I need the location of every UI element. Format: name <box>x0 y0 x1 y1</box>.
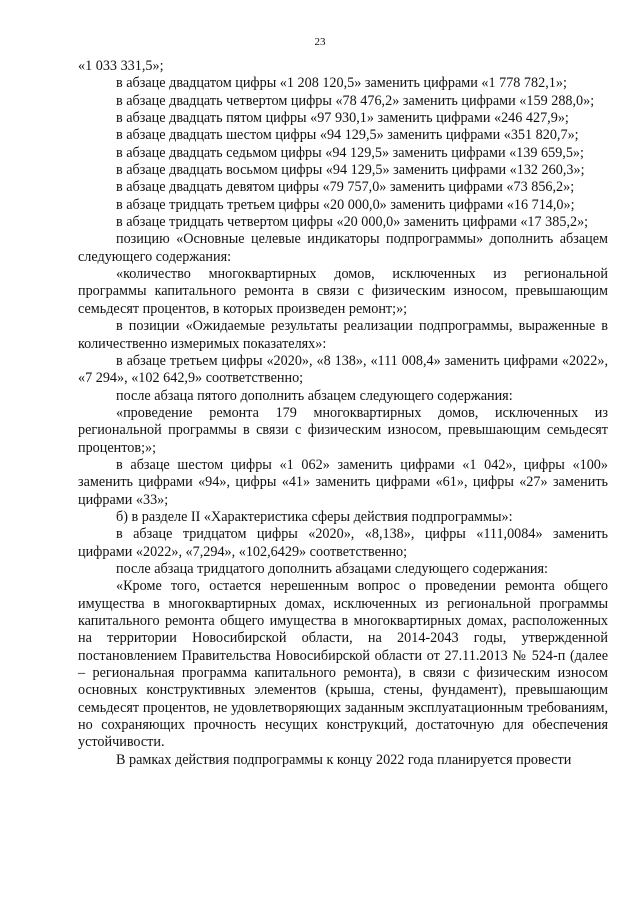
paragraph: «количество многоквартирных домов, исключенных из региональной программы капитального ремонта в связи с физическим износом, превышающим семьдесят процентов, в которых произведен ремонт;»; <box>78 266 608 317</box>
paragraph: «проведение ремонта 179 многоквартирных домов, исключенных из региональной программы в связи с физическим износом, превышающим семьдесят процентов;»; <box>78 404 608 456</box>
paragraph: б) в разделе II «Характеристика сферы действия подпрограммы»: <box>116 508 513 525</box>
paragraph: в абзаце шестом цифры «1 062» заменить цифрами «1 042», цифры «100» заменить цифрами «94», цифры «41» заменить цифрами «61», цифры «27» заменить цифрами «33»; <box>78 456 608 508</box>
paragraph: после абзаца тридцатого дополнить абзацами следующего содержания: <box>116 560 548 577</box>
paragraph: после абзаца пятого дополнить абзацем следующего содержания: <box>116 387 513 404</box>
paragraph: в абзаце двадцать шестом цифры «94 129,5» заменить цифрами «351 820,7»; <box>116 127 579 144</box>
paragraph: в абзаце тридцать четвертом цифры «20 000,0» заменить цифрами «17 385,2»; <box>116 214 589 231</box>
paragraph: в абзаце двадцать восьмом цифры «94 129,5» заменить цифрами «132 260,3»; <box>116 162 585 179</box>
paragraph: в абзаце двадцать пятом цифры «97 930,1» заменить цифрами «246 427,9»; <box>116 110 569 127</box>
paragraph: в абзаце двадцать четвертом цифры «78 476,2» заменить цифрами «159 288,0»; <box>116 92 595 109</box>
paragraph: в абзаце двадцать седьмом цифры «94 129,5» заменить цифрами «139 659,5»; <box>116 144 584 161</box>
paragraph: в абзаце двадцатом цифры «1 208 120,5» заменить цифрами «1 778 782,1»; <box>116 75 567 92</box>
paragraph: В рамках действия подпрограммы к концу 2022 года планируется провести <box>116 751 572 768</box>
paragraph: «1 033 331,5»; <box>78 58 164 74</box>
paragraph: «Кроме того, остается нерешенным вопрос о проведении ремонта общего имущества в многоквартирных домах, исключенных из региональной программы капитального ремонта общего имущества в многоквартирных домах, расположенных на территории Новосибирской области, на 2014-2043 годы, утвержденной постановлением Правительства Новосибирской области от 27.11.2013 № 524-п (далее – региональная программа капитального ремонта), в связи с физическим износом основных конструктивных элементов (крыша, стены, фундамент), превышающим семьдесят процентов, не удовлетворяющих заданным эксплуатационным требованиям, но сохраняющих прочность несущих конструкций, достаточную для обеспечения устойчивости. <box>78 578 608 751</box>
page-number: 23 <box>314 36 326 48</box>
paragraph: в абзаце третьем цифры «2020», «8 138», «111 008,4» заменить цифрами «2022», «7 294», «102 642,9» соответственно; <box>78 352 608 387</box>
paragraph: в абзаце двадцать девятом цифры «79 757,0» заменить цифрами «73 856,2»; <box>116 179 575 196</box>
paragraph: в абзаце тридцатом цифры «2020», «8,138», цифры «111,0084» заменить цифрами «2022», «7,294», «102,6429» соответственно; <box>78 526 608 560</box>
paragraph: в абзаце тридцать третьем цифры «20 000,0» заменить цифрами «16 714,0»; <box>116 196 575 213</box>
paragraph: позицию «Основные целевые индикаторы подпрограммы» дополнить абзацем следующего содержания: <box>78 231 608 265</box>
document-body <box>78 58 608 769</box>
paragraph: в позиции «Ожидаемые результаты реализации подпрограммы, выраженные в количественно измеримых показателях»: <box>78 318 608 352</box>
